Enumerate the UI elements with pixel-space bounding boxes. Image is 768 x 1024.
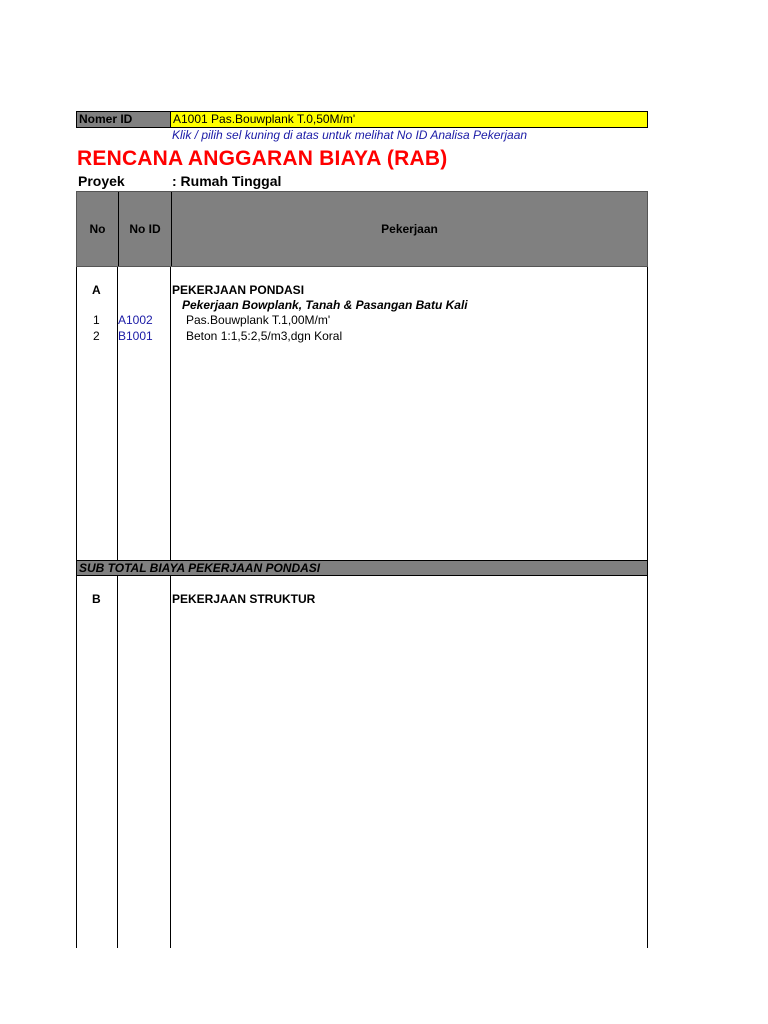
section-a-title: PEKERJAAN PONDASI [172,283,305,297]
subtotal-row [76,560,648,576]
column-divider [117,576,118,948]
row-2-no: 2 [93,329,100,343]
table-border [647,267,648,560]
header-no-id: No ID [129,222,161,236]
page-title: RENCANA ANGGARAN BIAYA (RAB) [77,147,448,170]
table-border [647,576,648,948]
section-b-letter: B [92,592,101,606]
row-1-desc: Pas.Bouwplank T.1,00M/m' [186,313,331,327]
column-divider [117,267,118,560]
header-no: No [89,222,106,236]
table-border [76,267,77,560]
row-1-no: 1 [93,313,100,327]
nomer-id-bar [76,111,648,128]
table-header [76,191,648,267]
column-divider [170,576,171,948]
section-a-subtitle: Pekerjaan Bowplank, Tanah & Pasangan Batu Kali [182,298,468,312]
section-a-letter: A [92,283,101,297]
nomer-id-hint: Klik / pilih sel kuning di atas untuk melihat No ID Analisa Pekerjaan [172,128,528,142]
project-value: : Rumah Tinggal [172,173,282,189]
section-b-title: PEKERJAAN STRUKTUR [172,592,316,606]
row-1-id-link[interactable]: A1002 [118,313,153,327]
table-border [76,576,77,948]
nomer-id-select-cell[interactable]: A1001 Pas.Bouwplank T.0,50M/m' [171,112,647,127]
project-label: Proyek [78,173,125,189]
nomer-id-label: Nomer ID [77,112,171,127]
subtotal-label: SUB TOTAL BIAYA PEKERJAAN PONDASI [79,561,321,575]
row-2-desc: Beton 1:1,5:2,5/m3,dgn Koral [186,329,343,343]
column-divider [170,267,171,560]
row-2-id-link[interactable]: B1001 [118,329,153,343]
header-pekerjaan: Pekerjaan [381,222,438,236]
